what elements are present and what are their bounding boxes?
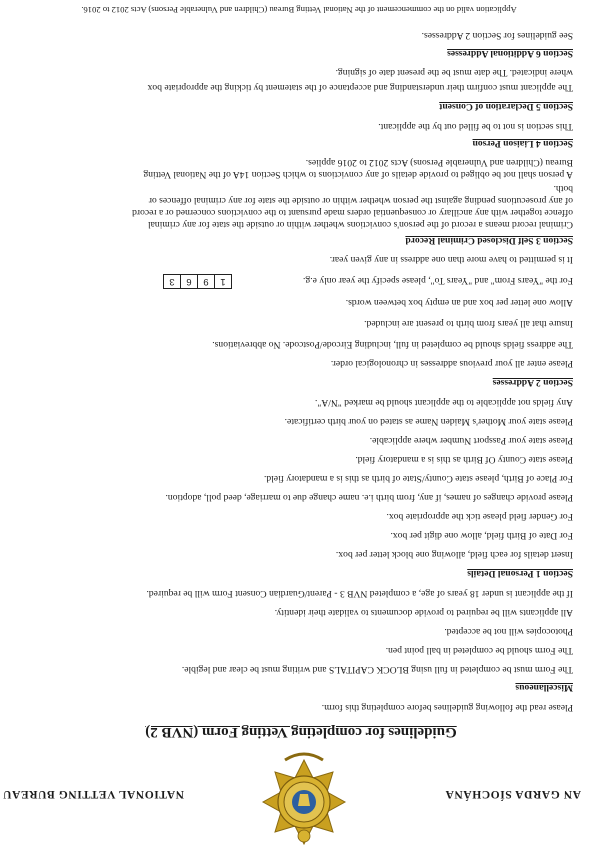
s1-line: For Date of Birth field, allow one digit per box. — [390, 530, 573, 541]
year-digit: 9 — [197, 274, 215, 289]
misc-line: The Form must be completed in full using BLOCK CAPITALS and writing must be clear and legible. — [181, 664, 573, 675]
s2-line: Allow one letter per box and an empty box between words. — [345, 297, 573, 308]
national-vetting-bureau-label: NATIONAL VETTING BUREAU — [2, 788, 184, 800]
intro-text: Please read the following guidelines before completing this form. — [321, 702, 573, 713]
s3-line: offence together with any ancillary or consequential orders made pursuant to the convictions concerned or a record — [132, 207, 573, 218]
s2-line: Please enter all your previous addresses in chronological order. — [330, 358, 573, 369]
s1-line: For Gender field please tick the appropriate box. — [386, 511, 573, 522]
s3-line: Bureau (Children and Vulnerable Persons) Acts 2012 to 2016 applies. — [305, 157, 573, 168]
s4-heading: Section 4 Liaison Person — [472, 138, 573, 149]
year-example-boxes — [163, 274, 231, 289]
s2-heading: Section 2 Addresses — [492, 377, 573, 388]
page-title: Guidelines for completing Vetting Form (NVB 2) — [145, 724, 457, 740]
s3-line: both. — [553, 183, 573, 194]
s1-line: Please state your Mother's Maiden Name as stated on your birth certificate. — [284, 416, 573, 427]
s3-heading: Section 3 Self Disclosed Criminal Record — [405, 235, 573, 246]
s6-line: See guidelines for Section 2 Addresses. — [421, 30, 573, 41]
s5-heading: Section 5 Declaration of Consent — [439, 101, 573, 112]
s2-line: It is permitted to have more than one address in any given year. — [329, 254, 573, 265]
validity-footer: Application valid on the commencement of the National Vetting Bureau (Children and Vulnerable Persons) Acts 2012 to 2016. — [81, 5, 517, 15]
misc-line: The Form should be completed in ball point pen. — [385, 645, 573, 656]
s1-line: Any fields not applicable to the applicant should be marked "N/A". — [314, 397, 573, 408]
s1-line: Please provide changes of names, if any, from birth i.e. name change due to marriage, deed poll, adoption. — [165, 492, 573, 503]
year-digit: 3 — [163, 274, 181, 289]
s1-line: Insert details for each field, allowing one block letter per box. — [335, 549, 573, 560]
year-digit: 1 — [214, 274, 232, 289]
s2-line: Insure that all years from birth to present are included. — [364, 318, 573, 329]
misc-heading: Miscellaneous — [515, 682, 573, 693]
s1-line: Please state County Of Birth as this is a mandatory field. — [355, 454, 573, 465]
s3-line: Criminal record means a record of the person's convictions whether within or outside the state for any criminal — [147, 219, 573, 230]
s6-heading: Section 6 Additional Addresses — [447, 48, 573, 59]
year-digit: 6 — [180, 274, 198, 289]
misc-line: All applicants will be required to provide documents to validate their identity. — [274, 607, 573, 618]
s4-line: This section is not to be filled out by the applicant. — [378, 121, 573, 132]
s2-line: The address fields should be completed in full, including Eircode/Postcode. No abbreviations. — [212, 339, 573, 350]
s2-line: For the "Years From" and "Years To", please specify the year only e.g. — [303, 275, 573, 286]
s1-line: For Place of Birth, please state County/State of birth as this is a mandatory field. — [263, 473, 573, 484]
misc-line: If the applicant is under 18 years of age, a completed NVB 3 - Parent/Guardian Consent Form will be required. — [146, 588, 573, 599]
s1-line: Please state your Passport Number where applicable. — [369, 435, 573, 446]
garda-siochana-label: AN GARDA SÍOCHÁNA — [444, 788, 581, 800]
s1-heading: Section 1 Personal Details — [467, 568, 573, 579]
s5-line: where indicated. The date must be the present date of signing. — [335, 67, 573, 78]
s5-line: The applicant must confirm their understanding and acceptance of the statement by ticking the appropriate box — [147, 82, 573, 93]
s3-line: of any prosecutions pending against the person whether within or outside the state for any criminal offences or — [148, 195, 573, 206]
garda-crest-icon — [261, 746, 347, 846]
s3-line: A person shall not be obliged to provide details of any convictions to which Section 14A of the National Vetting — [143, 169, 573, 180]
misc-line: Photocopies will not be accepted. — [444, 626, 573, 637]
